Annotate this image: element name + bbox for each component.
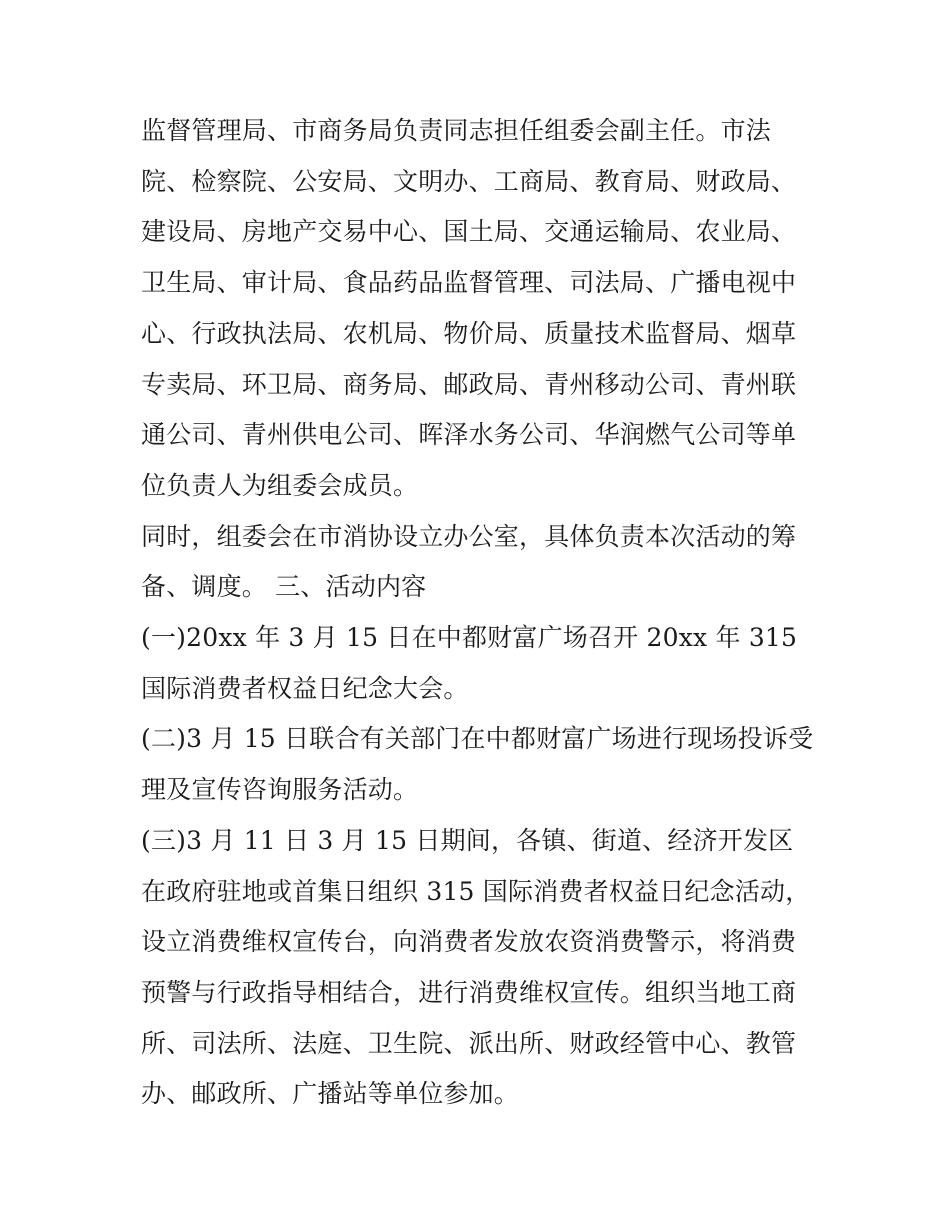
paragraph-organizing-committee-members: 监督管理局、市商务局负责同志担任组委会副主任。市法院、检察院、公安局、文明办、工商局、教育局、财政局、建设局、房地产交易中心、国土局、交通运输局、农业局、卫生局、审计局、食品药品监督管理、司法局、广播电视中心、行政执法局、农机局、物价局、质量技术监督局、烟草专卖局、环卫局、商务局、邮政局、青州移动公司、青州联通公司、青州供电公司、晖泽水务公司、华润燃气公司等单位负责人为组委会成员。 <box>141 116 797 500</box>
paragraph-activity-item-1: (一)20xx 年 3 月 15 日在中都财富广场召开 20xx 年 315 国际消费者权益日纪念大会。 <box>141 623 798 703</box>
document-body <box>141 106 817 1120</box>
paragraph-activity-item-3: (三)3 月 11 日 3 月 15 日期间，各镇、街道、经济开发区在政府驻地或首集日组织 315 国际消费者权益日纪念活动，设立消费维权宣传台，向消费者发放农资消费警示，将消费预警与行政指导相结合，进行消费维权宣传。组织当地工商所、司法所、法庭、卫生院、派出所、财政经管中心、教管办、邮政所、广播站等单位参加。 <box>141 825 811 1109</box>
paragraph-office-and-section-heading: 同时，组委会在市消协设立办公室，具体负责本次活动的筹备、调度。 三、活动内容 <box>141 521 797 602</box>
paragraph-activity-item-2: (二)3 月 15 日联合有关部门在中都财富广场进行现场投诉受理及宣传咨询服务活动。 <box>141 724 814 805</box>
